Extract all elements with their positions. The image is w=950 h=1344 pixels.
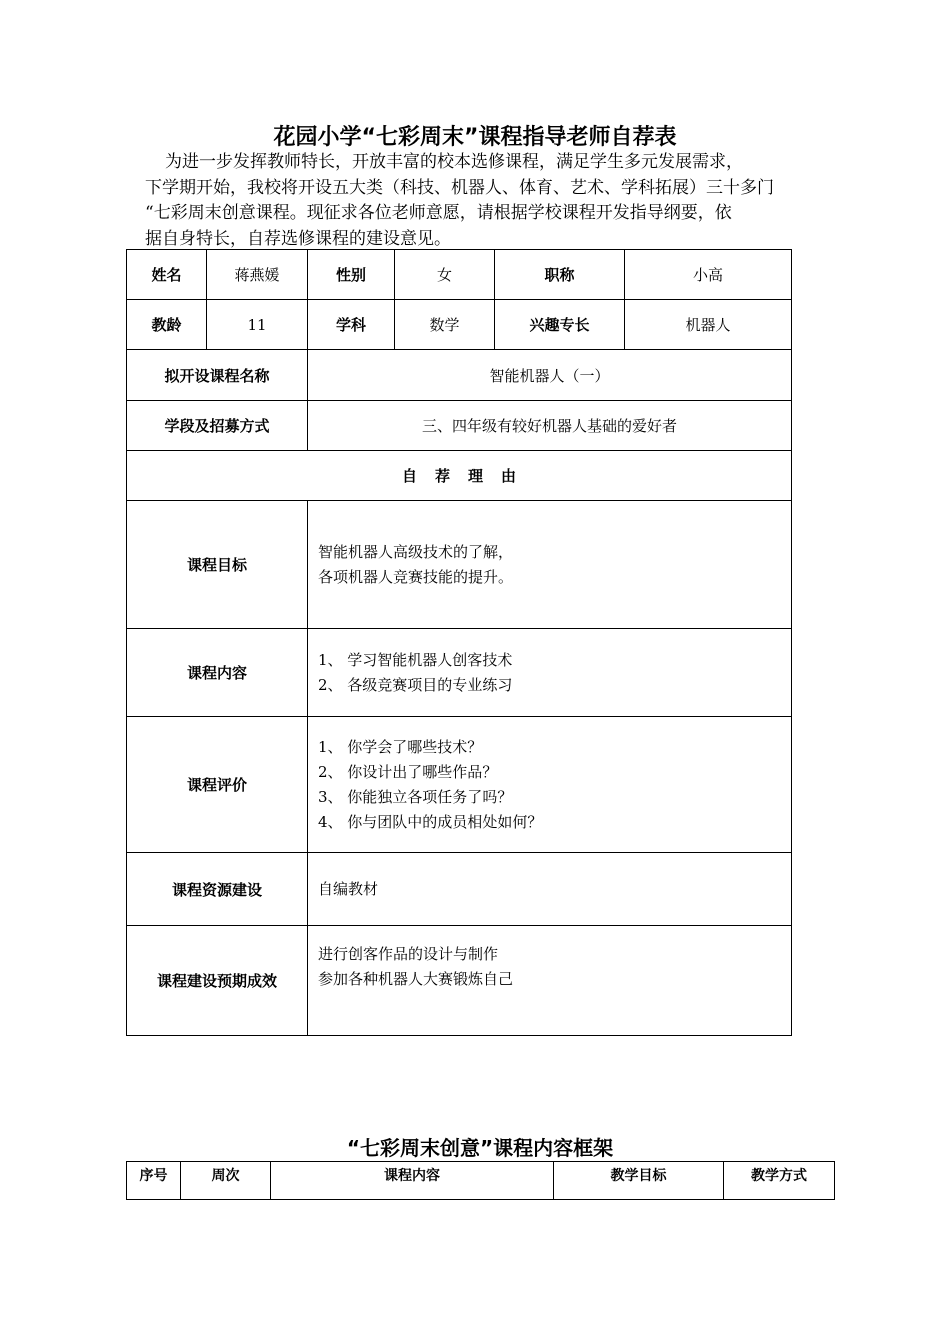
- job-title-value: 小高: [625, 250, 792, 300]
- course-content-value: [308, 629, 792, 717]
- hobby-value: 机器人: [625, 300, 792, 350]
- course-name-label: 拟开设课程名称: [127, 350, 308, 401]
- course-evaluation-line: 4、 你与团队中的成员相处如何？: [318, 812, 543, 831]
- course-framework-table: [126, 1161, 835, 1200]
- course-content-line: 1、 学习智能机器人创客技术: [318, 650, 513, 669]
- course-evaluation-line: 1、 你学会了哪些技术？: [318, 737, 483, 756]
- page-title: 花园小学“七彩周末”课程指导老师自荐表: [273, 125, 677, 150]
- expected-outcome-value: [308, 926, 792, 1036]
- intro-line: 下学期开始，我校将开设五大类（科技、机器人、体育、艺术、学科拓展）三十多门: [145, 177, 774, 198]
- course-evaluation-line: 3、 你能独立各项任务了吗？: [318, 787, 513, 806]
- header-method: 教学方式: [724, 1162, 835, 1200]
- subject-value: 数学: [395, 300, 495, 350]
- intro-paragraph: [145, 150, 810, 252]
- header-number: 序号: [127, 1162, 181, 1200]
- teaching-years-label: 教龄: [127, 300, 207, 350]
- expected-outcome-line: 进行创客作品的设计与制作: [318, 945, 499, 963]
- header-objective: 教学目标: [554, 1162, 724, 1200]
- hobby-label: 兴趣专长: [495, 300, 625, 350]
- job-title-label: 职称: [495, 250, 625, 300]
- header-content: 课程内容: [271, 1162, 554, 1200]
- course-goal-line: 智能机器人高级技术的了解，: [318, 542, 514, 561]
- header-week: 周次: [181, 1162, 271, 1200]
- expected-outcome-label: 课程建设预期成效: [127, 926, 308, 1036]
- recruit-value: 三、四年级有较好机器人基础的爱好者: [308, 401, 792, 451]
- gender-value: 女: [395, 250, 495, 300]
- reason-header: 自荐理由: [127, 451, 792, 501]
- self-recommendation-form: [126, 249, 792, 1036]
- subject-label: 学科: [308, 300, 395, 350]
- course-goal-label: 课程目标: [127, 501, 308, 629]
- course-content-label: 课程内容: [127, 629, 308, 717]
- name-value: 蒋燕媛: [207, 250, 308, 300]
- expected-outcome-line: 参加各种机器人大赛锻炼自己: [318, 970, 514, 988]
- course-evaluation-value: [308, 717, 792, 853]
- intro-line: 为进一步发挥教师特长，开放丰富的校本选修课程，满足学生多元发展需求，: [165, 152, 743, 172]
- course-resource-value: 自编教材: [308, 853, 792, 926]
- course-goal-value: [308, 501, 792, 629]
- intro-line: “七彩周末创意课程。现征求各位老师意愿，请根据学校课程开发指导纲要，依: [145, 203, 732, 223]
- intro-line: 据自身特长，自荐选修课程的建设意见。: [145, 228, 451, 249]
- framework-title: “七彩周末创意”课程内容框架: [346, 1136, 614, 1160]
- course-name-value: 智能机器人（一）: [308, 350, 792, 401]
- course-evaluation-line: 2、 你设计出了哪些作品？: [318, 762, 498, 781]
- course-evaluation-label: 课程评价: [127, 717, 308, 853]
- course-goal-line: 各项机器人竞赛技能的提升。: [318, 567, 514, 586]
- recruit-label: 学段及招募方式: [127, 401, 308, 451]
- name-label: 姓名: [127, 250, 207, 300]
- course-content-line: 2、 各级竞赛项目的专业练习: [318, 675, 513, 694]
- teaching-years-value: 11: [207, 300, 308, 350]
- gender-label: 性别: [308, 250, 395, 300]
- course-resource-label: 课程资源建设: [127, 853, 308, 926]
